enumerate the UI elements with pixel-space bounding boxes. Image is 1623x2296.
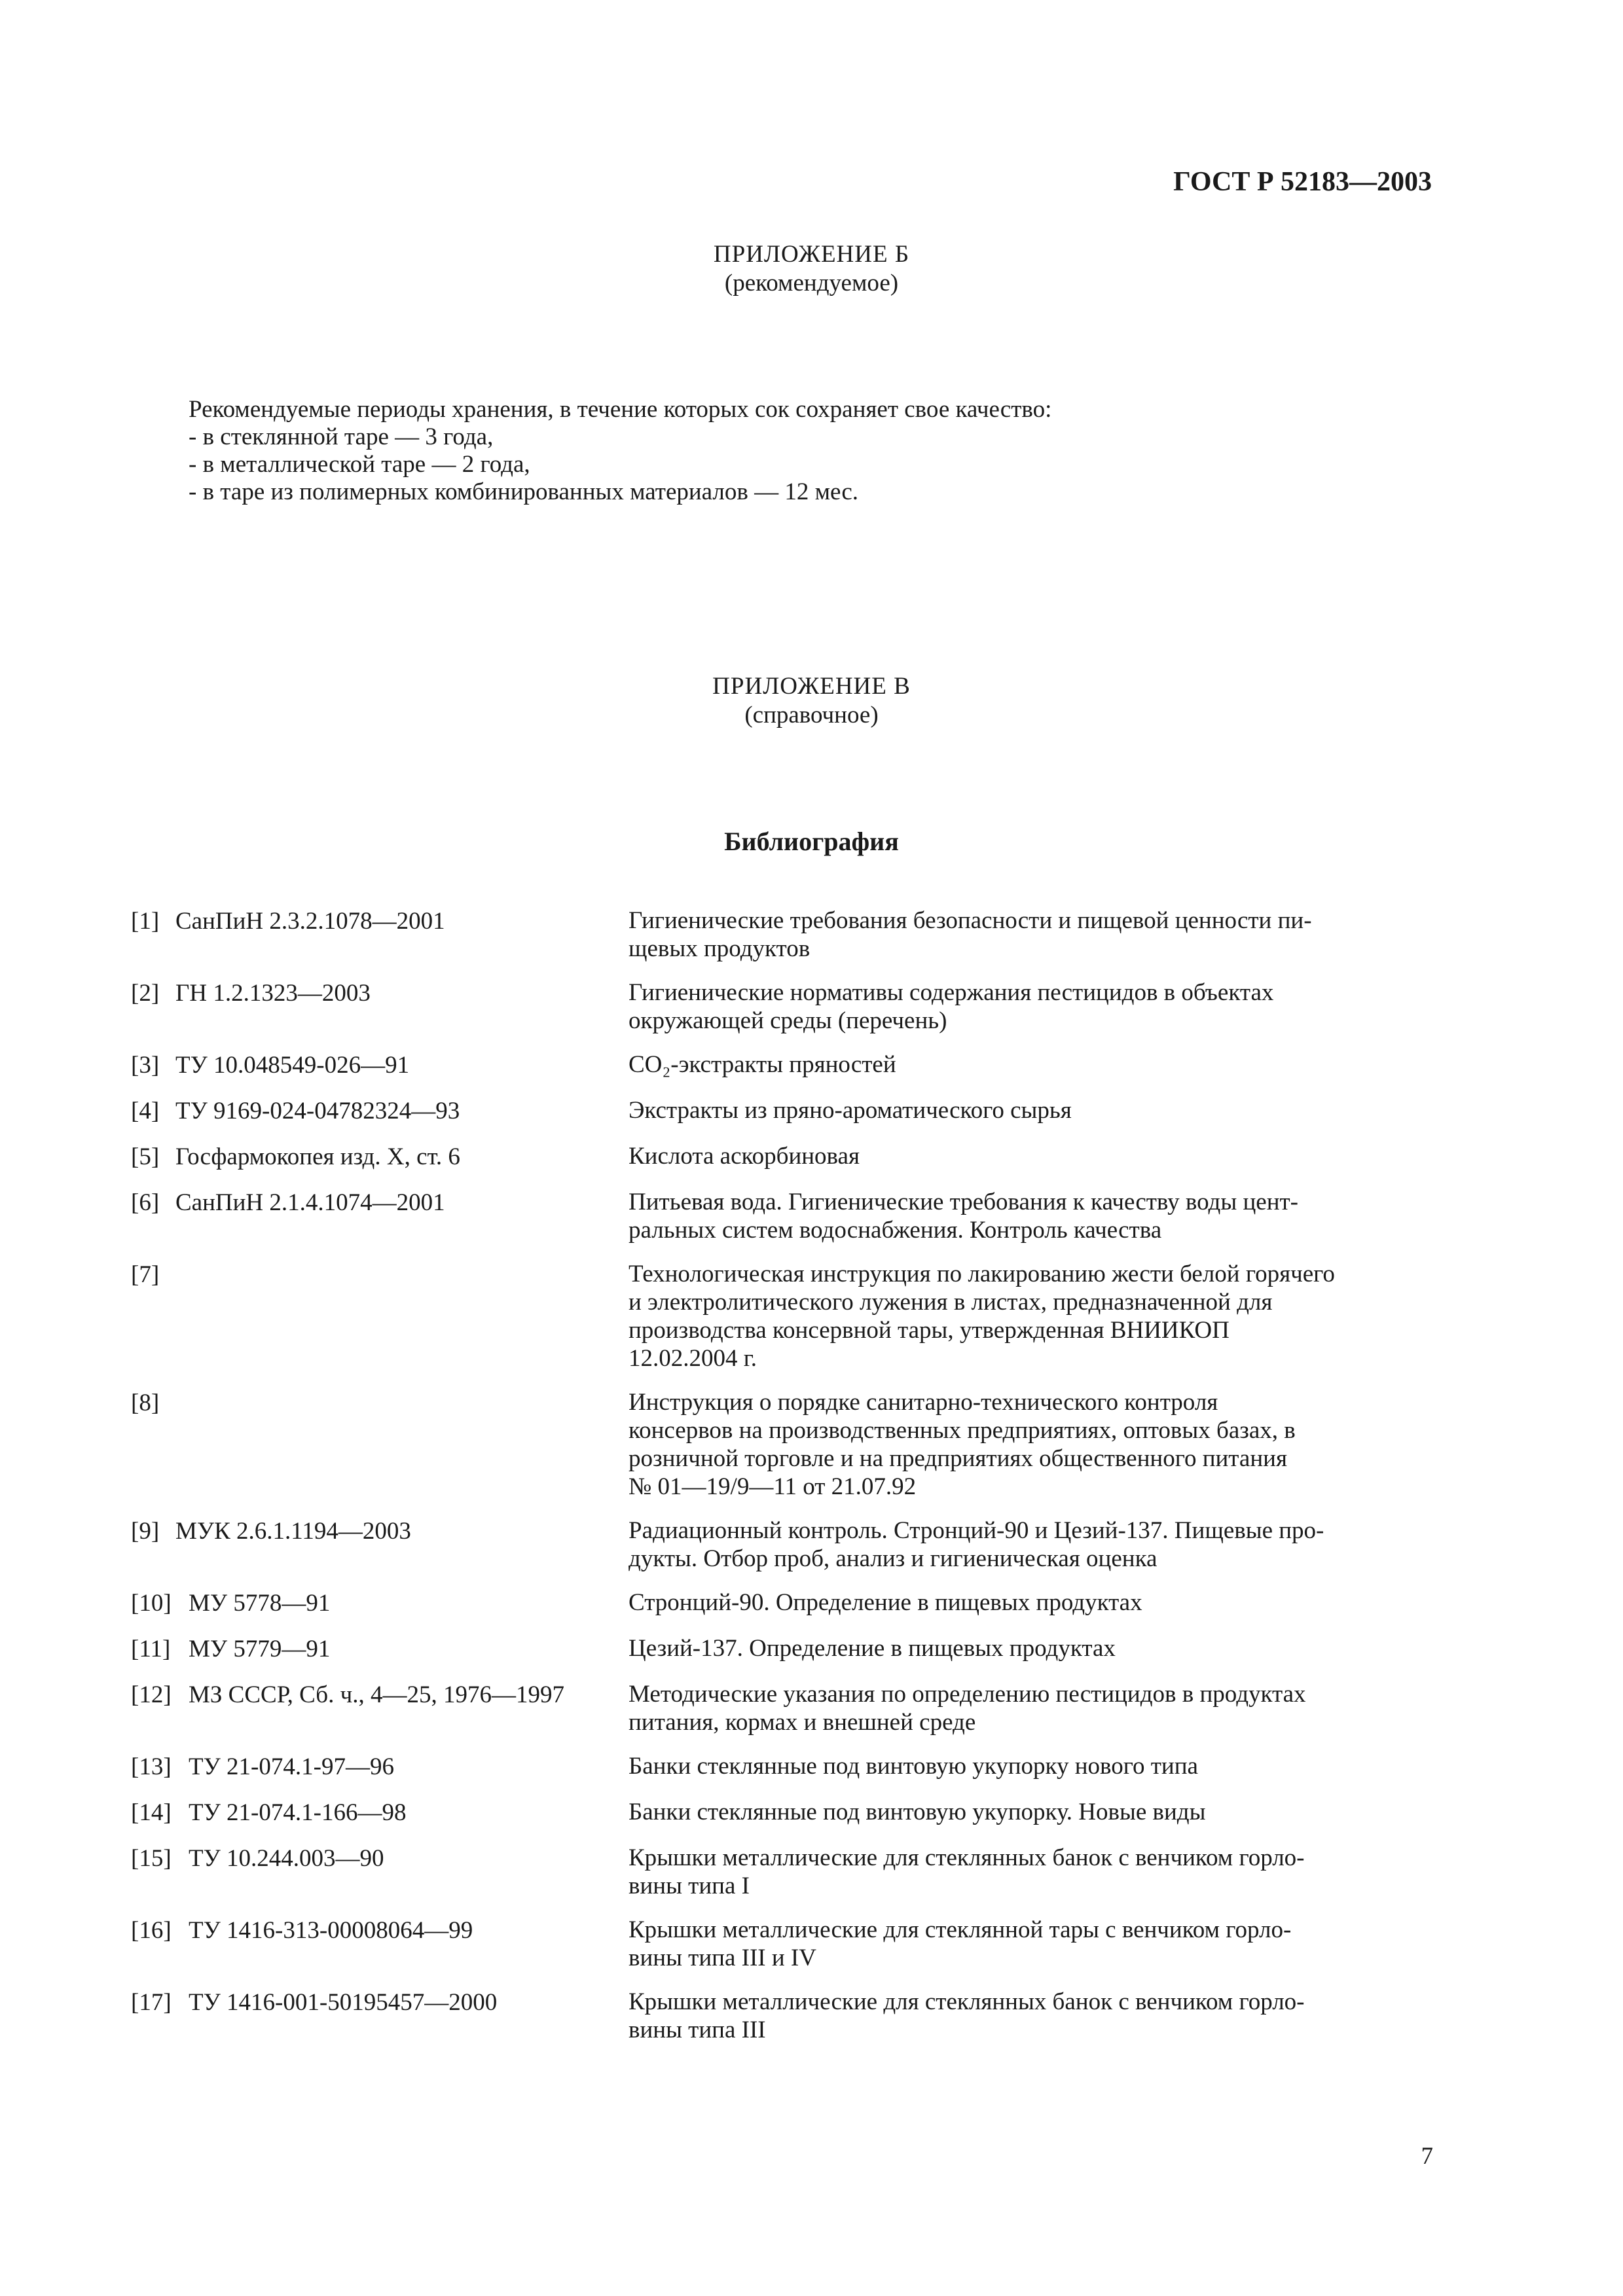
storage-item-glass: - в стеклянной таре — 3 года, xyxy=(189,423,494,450)
bibliography-entry xyxy=(131,1142,1442,1172)
entry-number: [3] xyxy=(131,1052,160,1079)
entry-description-line: Инструкция о порядке санитарно-технического контроля xyxy=(629,1389,1218,1416)
entry-description xyxy=(629,978,1442,1035)
entry-reference: ТУ 1416-001-50195457—2000 xyxy=(189,1989,498,2016)
bibliography-entry xyxy=(131,1588,1442,1619)
entry-description xyxy=(629,1988,1442,2044)
entry-description-line: и электролитического лужения в листах, предназначенной для xyxy=(629,1289,1273,1316)
entry-description-line: питания, кормах и внешней среде xyxy=(629,1709,976,1736)
bibliography-entry xyxy=(131,1844,1442,1900)
entry-number: [5] xyxy=(131,1143,160,1170)
entry-reference: Госфармокопея изд. X, ст. 6 xyxy=(175,1143,460,1170)
entry-reference: ГН 1.2.1323—2003 xyxy=(175,980,371,1007)
bibliography-list xyxy=(131,906,1442,2060)
entry-description xyxy=(629,1752,1442,1782)
entry-number: [10] xyxy=(131,1590,172,1617)
entry-description xyxy=(629,1096,1442,1126)
entry-description xyxy=(629,1188,1442,1244)
entry-description xyxy=(629,906,1442,963)
entry-reference: МУК 2.6.1.1194—2003 xyxy=(175,1518,411,1545)
appendix-b-header xyxy=(0,240,1623,298)
entry-reference: МУ 5779—91 xyxy=(189,1636,331,1662)
entry-reference xyxy=(175,1260,629,1372)
bibliography-entry xyxy=(131,1634,1442,1664)
entry-reference: МУ 5778—91 xyxy=(189,1590,331,1617)
entry-reference: ТУ 21-074.1-97—96 xyxy=(189,1753,394,1780)
entry-reference: МЗ СССР, Сб. ч., 4—25, 1976—1997 xyxy=(189,1681,564,1708)
entry-description-line: СО₂-экстракты пряностей xyxy=(629,1051,896,1078)
entry-description xyxy=(629,1260,1442,1372)
entry-description-line: Кислота аскорбиновая xyxy=(629,1143,860,1170)
entry-description-line: ральных систем водоснабжения. Контроль качества xyxy=(629,1217,1162,1244)
entry-description xyxy=(629,1916,1442,1972)
appendix-v-subtitle: (справочное) xyxy=(744,702,879,728)
entry-description xyxy=(629,1844,1442,1900)
entry-number: [8] xyxy=(131,1390,160,1416)
entry-number: [13] xyxy=(131,1753,172,1780)
entry-number: [9] xyxy=(131,1518,160,1545)
entry-description xyxy=(629,1142,1442,1172)
entry-number: [17] xyxy=(131,1989,172,2016)
bibliography-entry xyxy=(131,1752,1442,1782)
storage-item-metal: - в металлической таре — 2 года, xyxy=(189,451,530,478)
entry-number: [1] xyxy=(131,908,160,935)
document-number: ГОСТ Р 52183—2003 xyxy=(1173,167,1432,197)
entry-description-line: Методические указания по определению пестицидов в продуктах xyxy=(629,1681,1306,1708)
entry-reference: ТУ 9169-024-04782324—93 xyxy=(175,1098,460,1124)
bibliography-entry xyxy=(131,978,1442,1035)
entry-description-line: Стронций-90. Определение в пищевых продуктах xyxy=(629,1589,1142,1616)
entry-reference: СанПиН 2.1.4.1074—2001 xyxy=(175,1189,445,1216)
storage-item-polymer: - в таре из полимерных комбинированных материалов — 12 мес. xyxy=(189,478,859,505)
entry-description-line: Питьевая вода. Гигиенические требования к качеству воды цент- xyxy=(629,1189,1298,1215)
entry-description-line: Экстракты из пряно-ароматического сырья xyxy=(629,1097,1072,1124)
entry-description-line: вины типа III и IV xyxy=(629,1945,816,1971)
entry-description-line: Крышки металлические для стеклянной тары с венчиком горло- xyxy=(629,1916,1292,1943)
entry-description-line: № 01—19/9—11 от 21.07.92 xyxy=(629,1473,917,1500)
entry-description-line: Радиационный контроль. Стронций-90 и Цезий-137. Пищевые про- xyxy=(629,1517,1324,1544)
storage-intro: Рекомендуемые периоды хранения, в течение которых сок сохраняет свое качество: xyxy=(189,396,1052,423)
entry-description xyxy=(629,1588,1442,1619)
appendix-v-header xyxy=(0,672,1623,730)
entry-number: [15] xyxy=(131,1845,172,1872)
entry-number: [7] xyxy=(131,1261,160,1288)
bibliography-entry xyxy=(131,1260,1442,1372)
appendix-v-title: ПРИЛОЖЕНИЕ В xyxy=(712,673,911,700)
entry-description-line: вины типа I xyxy=(629,1873,750,1899)
entry-reference: ТУ 21-074.1-166—98 xyxy=(189,1799,407,1826)
entry-description xyxy=(629,1516,1442,1573)
entry-description-line: консервов на производственных предприятиях, оптовых базах, в xyxy=(629,1417,1296,1444)
entry-description-line: розничной торговле и на предприятиях общественного питания xyxy=(629,1445,1287,1472)
entry-description-line: Гигиенические требования безопасности и пищевой ценности пи- xyxy=(629,907,1312,934)
bibliography-entry xyxy=(131,1388,1442,1501)
entry-number: [16] xyxy=(131,1917,172,1944)
appendix-b-subtitle: (рекомендуемое) xyxy=(724,270,899,296)
entry-reference: ТУ 1416-313-00008064—99 xyxy=(189,1917,473,1944)
entry-description xyxy=(629,1680,1442,1736)
entry-description-line: Банки стеклянные под винтовую укупорку. Новые виды xyxy=(629,1799,1206,1825)
bibliography-entry xyxy=(131,1050,1442,1081)
entry-description-line: Банки стеклянные под винтовую укупорку нового типа xyxy=(629,1753,1198,1780)
entry-description-line: Крышки металлические для стеклянных банок с венчиком горло- xyxy=(629,1988,1305,2015)
entry-description-line: Технологическая инструкция по лакированию жести белой горячего xyxy=(629,1261,1335,1287)
bibliography-entry xyxy=(131,906,1442,963)
bibliography-entry xyxy=(131,1916,1442,1972)
bibliography-entry xyxy=(131,1988,1442,2044)
entry-description-line: щевых продуктов xyxy=(629,935,811,962)
entry-number: [2] xyxy=(131,980,160,1007)
page-number: 7 xyxy=(1421,2143,1433,2170)
entry-number: [11] xyxy=(131,1636,171,1662)
entry-description xyxy=(629,1050,1442,1081)
bibliography-entry xyxy=(131,1798,1442,1828)
bibliography-heading: Библиография xyxy=(724,827,899,856)
entry-reference: СанПиН 2.3.2.1078—2001 xyxy=(175,908,445,935)
entry-number: [6] xyxy=(131,1189,160,1216)
entry-number: [4] xyxy=(131,1098,160,1124)
entry-reference xyxy=(175,1388,629,1501)
entry-description-line: Цезий-137. Определение в пищевых продуктах xyxy=(629,1635,1116,1662)
entry-number: [14] xyxy=(131,1799,172,1826)
entry-description xyxy=(629,1388,1442,1501)
entry-description-line: окружающей среды (перечень) xyxy=(629,1007,947,1034)
entry-reference: ТУ 10.048549-026—91 xyxy=(175,1052,410,1079)
entry-description-line: производства консервной тары, утвержденная ВНИИКОП xyxy=(629,1317,1230,1344)
entry-description-line: 12.02.2004 г. xyxy=(629,1345,757,1372)
entry-description-line: дукты. Отбор проб, анализ и гигиеническая оценка xyxy=(629,1545,1158,1572)
entry-description xyxy=(629,1798,1442,1828)
entry-description xyxy=(629,1634,1442,1664)
entry-reference: ТУ 10.244.003—90 xyxy=(189,1845,384,1872)
bibliography-entry xyxy=(131,1516,1442,1573)
bibliography-entry xyxy=(131,1680,1442,1736)
entry-description-line: вины типа III xyxy=(629,2017,766,2043)
bibliography-entry xyxy=(131,1096,1442,1126)
entry-description-line: Гигиенические нормативы содержания пестицидов в объектах xyxy=(629,979,1274,1006)
entry-number: [12] xyxy=(131,1681,172,1708)
storage-periods xyxy=(189,396,1432,506)
entry-description-line: Крышки металлические для стеклянных банок с венчиком горло- xyxy=(629,1844,1305,1871)
appendix-b-title: ПРИЛОЖЕНИЕ Б xyxy=(713,241,910,268)
bibliography-entry xyxy=(131,1188,1442,1244)
